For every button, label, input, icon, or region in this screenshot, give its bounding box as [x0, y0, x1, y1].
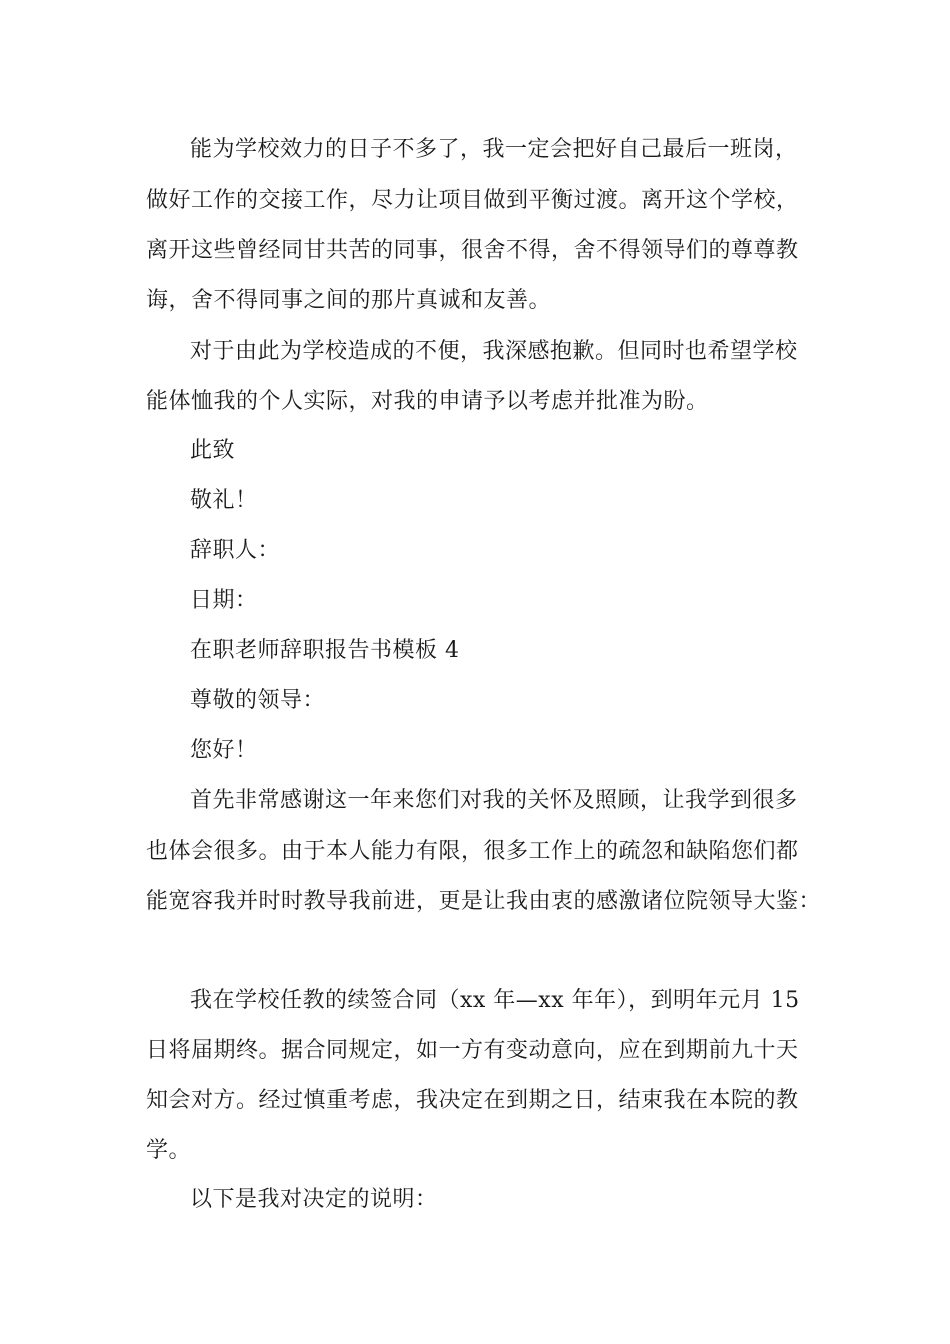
paragraph-1-line-3: 离开这些曾经同甘共苦的同事，很舍不得，舍不得领导们的尊尊教 — [146, 238, 799, 263]
greeting-text: 尊敬的领导： — [190, 688, 326, 713]
paragraph-4-line-2: 日将届期终。据合同规定，如一方有变动意向，应在到期前九十天 — [146, 1038, 799, 1063]
salute-text: 敬礼！ — [190, 488, 258, 513]
paragraph-1-line-1: 能为学校效力的日子不多了，我一定会把好自己最后一班岗， — [190, 137, 798, 162]
paragraph-3-line-2: 也体会很多。由于本人能力有限，很多工作上的疏忽和缺陷您们都 — [146, 839, 799, 864]
paragraph-2-line-1: 对于由此为学校造成的不便，我深感抱歉。但同时也希望学校 — [190, 339, 798, 364]
closing-text: 此致 — [190, 438, 236, 463]
date-label: 日期： — [190, 588, 258, 613]
paragraph-4-line-3: 知会对方。经过慎重考虑，我决定在到期之日，结束我在本院的教 — [146, 1088, 799, 1113]
paragraph-4-line-4: 学。 — [146, 1138, 192, 1163]
paragraph-1-line-2: 做好工作的交接工作，尽力让项目做到平衡过渡。离开这个学校， — [146, 188, 799, 213]
paragraph-3-line-1: 首先非常感谢这一年来您们对我的关怀及照顾，让我学到很多 — [190, 788, 798, 813]
paragraph-4-line-1: 我在学校任教的续签合同（xx 年—xx 年年），到明年元月 15 — [190, 988, 800, 1013]
signer-label: 辞职人： — [190, 538, 281, 563]
paragraph-3-line-3: 能宽容我并时时教导我前进，更是让我由衷的感激诸位院领导大鉴： — [146, 889, 822, 914]
hello-text: 您好！ — [190, 738, 258, 763]
paragraph-2-line-2: 能体恤我的个人实际，对我的申请予以考虑并批准为盼。 — [146, 389, 709, 414]
paragraph-5: 以下是我对决定的说明： — [190, 1187, 438, 1212]
paragraph-1-line-4: 诲，舍不得同事之间的那片真诚和友善。 — [146, 288, 552, 313]
section-title: 在职老师辞职报告书模板 4 — [190, 638, 460, 663]
